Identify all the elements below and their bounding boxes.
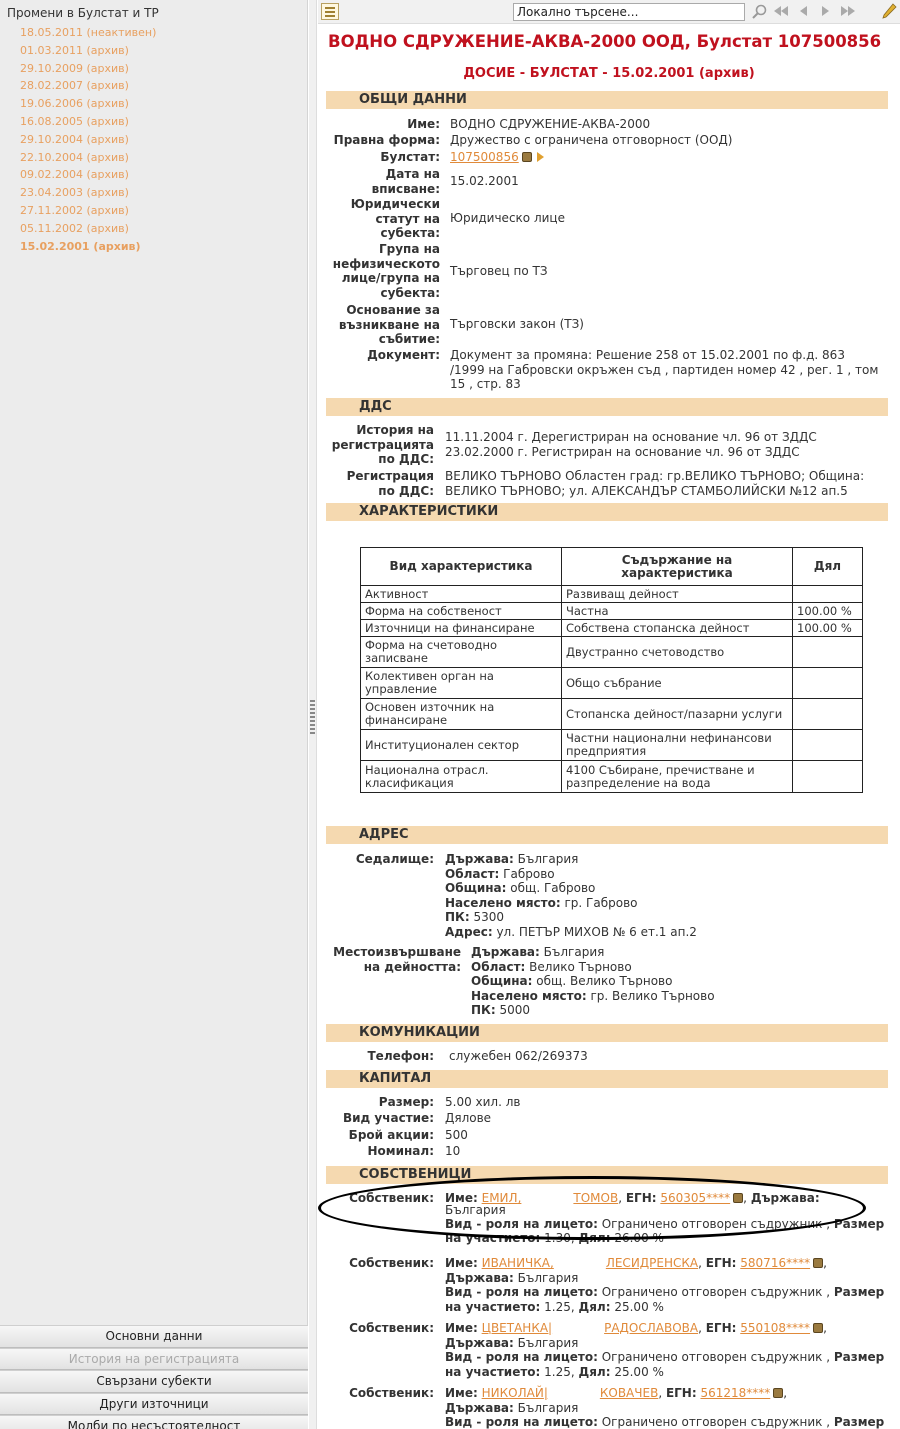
col-header-type: Вид характеристика [361, 548, 562, 586]
next-icon[interactable] [821, 5, 831, 17]
play-icon[interactable] [537, 152, 544, 162]
dossier-icon[interactable] [813, 1258, 823, 1268]
owner-label: Собственик: [349, 1321, 434, 1335]
date-link[interactable]: 18.05.2011 (неактивен) [20, 26, 157, 39]
activity-label: Местоизвършване на дейността: [333, 945, 461, 974]
vat-history-value: 11.11.2004 г. Дерегистриран на основание чл. 96 от ЗДДС 23.02.2000 г. Регистриран на основание чл. 96 от ЗДДС [445, 430, 817, 459]
owner-last-name-link[interactable]: ТОМОВ [573, 1191, 619, 1205]
legal-status-value: Юридическо лице [450, 211, 565, 225]
owner-entry: Име: НИКОЛАЙ| КОВАЧЕВ, ЕГН: 561218**** , Държава: България Вид - роля на лицето: Ограничено отговорен съдружник , Размер [445, 1386, 885, 1429]
capital-shares-label: Брой акции: [348, 1128, 434, 1142]
date-link[interactable]: 16.08.2005 (архив) [20, 114, 129, 128]
first-icon[interactable] [773, 5, 789, 17]
date-link[interactable]: 09.02.2004 (архив) [20, 168, 129, 182]
legal-form-label: Правна форма: [333, 133, 440, 147]
date-link[interactable]: 01.03.2011 (архив) [20, 43, 129, 57]
document-label: Документ: [367, 348, 440, 362]
dossier-icon[interactable] [773, 1388, 783, 1398]
page-title: ВОДНО СДРУЖЕНИЕ-АКВА-2000 ООД, Булстат 107500856 [328, 32, 882, 51]
search-icon[interactable] [751, 4, 769, 20]
table-row: Национална отрасл. класификация 4100 Събиране, пречистване и разпределение на вода [361, 761, 863, 793]
document-value: Документ за промяна: Решение 258 от 15.02.2001 по ф.д. 863 /1999 на Габровски окръжен съд , партиден номер 42 , рег. 1 , том 15 , стр. 83 [450, 348, 879, 391]
date-value: 15.02.2001 [450, 174, 519, 188]
main-data-button[interactable]: Основни данни [0, 1325, 308, 1348]
owner-entry: Име: ЕМИЛ, ТОМОВ, ЕГН: 560305**** , Държава: България Вид - роля на лицето: Ограничено отговорен съдружник , Размер на участието: 1.30, Дял: 26.00 % [445, 1191, 885, 1245]
characteristics-table [360, 547, 863, 793]
bulstat-link[interactable]: 107500856 [450, 150, 519, 164]
dossier-icon[interactable] [522, 152, 532, 162]
left-panel [0, 0, 308, 1429]
capital-size-value: 5.00 хил. лв [445, 1095, 521, 1109]
date-link[interactable]: 29.10.2009 (архив) [20, 61, 129, 75]
seat-label: Седалище: [355, 852, 434, 866]
phone-value: служебен 062/269373 [449, 1049, 588, 1063]
owner-label: Собственик: [349, 1386, 434, 1400]
date-link[interactable]: 28.02.2007 (архив) [20, 79, 129, 93]
activity-value: Държава: България Област: Велико Търново Община: общ. Велико Търново Населено място: гр. Велико Търново ПК: 5000 [471, 945, 715, 1017]
main-content [318, 24, 900, 1429]
table-row: Форма на собственост Частна 100.00 % [361, 603, 863, 620]
owner-first-name-link[interactable]: НИКОЛАЙ [481, 1386, 544, 1400]
changes-header: Промени в Булстат и ТР [7, 6, 159, 20]
owner-egn-link[interactable]: 560305**** [660, 1191, 731, 1205]
owner-first-name-link[interactable]: ИВАНИЧКА [481, 1256, 550, 1270]
date-label: Дата на вписване: [371, 167, 440, 196]
section-general: ОБЩИ ДАННИ [326, 91, 888, 109]
capital-type-value: Дялове [445, 1111, 492, 1125]
dates-list [20, 24, 156, 255]
basis-label: Основание за възникване на събитие: [338, 303, 440, 346]
section-address: АДРЕС [326, 826, 888, 844]
table-row: Източници на финансиране Собствена стопанска дейност 100.00 % [361, 620, 863, 637]
pencil-icon[interactable] [881, 3, 897, 21]
date-link[interactable]: 29.10.2004 (архив) [20, 132, 129, 146]
splitter-grip-icon[interactable] [310, 700, 315, 734]
related-subjects-button[interactable]: Свързани субекти [0, 1370, 308, 1393]
date-link[interactable]: 05.11.2002 (архив) [20, 221, 129, 235]
name-label: Име: [407, 117, 440, 131]
date-link-current[interactable]: 15.02.2001 (архив) [20, 239, 141, 253]
capital-nominal-label: Номинал: [367, 1144, 434, 1158]
dossier-icon[interactable] [733, 1193, 743, 1203]
capital-nominal-value: 10 [445, 1144, 461, 1158]
insolvency-button[interactable]: Молби по несъстоятелност [0, 1415, 308, 1429]
capital-shares-value: 500 [445, 1128, 468, 1142]
section-communications: КОМУНИКАЦИИ [326, 1024, 888, 1042]
last-icon[interactable] [840, 5, 856, 17]
owner-last-name-link[interactable]: ЛЕСИДРЕНСКА [605, 1256, 699, 1270]
legal-status-label: Юридически статут на субекта: [350, 197, 440, 240]
owner-first-name-link[interactable]: ЕМИЛ [481, 1191, 518, 1205]
owner-last-name-link[interactable]: РАДОСЛАВОВА [604, 1321, 699, 1335]
owner-first-name-link[interactable]: ЦВЕТАНКА [481, 1321, 549, 1335]
legal-form-value: Дружество с ограничена отговорност (ООД) [450, 133, 733, 147]
table-row: Форма на счетоводно записване Двустранно счетоводство [361, 637, 863, 668]
section-capital: КАПИТАЛ [326, 1070, 888, 1088]
capital-size-label: Размер: [378, 1095, 434, 1109]
prev-icon[interactable] [798, 5, 808, 17]
owner-label: Собственик: [349, 1191, 434, 1205]
date-link[interactable]: 27.11.2002 (архив) [20, 203, 129, 217]
other-sources-button[interactable]: Други източници [0, 1393, 308, 1416]
date-link[interactable]: 19.06.2006 (архив) [20, 97, 129, 111]
date-link[interactable]: 22.10.2004 (архив) [20, 150, 129, 164]
owner-entry: Име: ЦВЕТАНКА| РАДОСЛАВОВА, ЕГН: 550108**** , Държава: България Вид - роля на лицето: Ограничено отговорен съдружник , Размер на участието: 1.25, Дял: 25.00 % [445, 1321, 885, 1379]
table-row: Активност Развиващ дейност [361, 586, 863, 603]
search-input[interactable] [513, 3, 745, 21]
vat-history-label: История на регистрацията по ДДС: [331, 423, 434, 466]
phone-label: Телефон: [367, 1049, 434, 1063]
toolbar [318, 0, 900, 24]
name-value: ВОДНО СДРУЖЕНИЕ-АКВА-2000 [450, 117, 651, 131]
table-row: Институционален сектор Частни национални нефинансови предприятия [361, 730, 863, 761]
panel-splitter[interactable] [309, 0, 317, 1429]
date-link[interactable]: 23.04.2003 (архив) [20, 186, 129, 200]
group-value: Търговец по ТЗ [450, 264, 548, 278]
bulstat-row [450, 150, 544, 165]
section-owners: СОБСТВЕНИЦИ [326, 1166, 888, 1184]
menu-icon[interactable] [321, 3, 339, 20]
owner-label: Собственик: [349, 1256, 434, 1270]
vat-reg-label: Регистрация по ДДС: [346, 469, 434, 498]
registration-history-button[interactable]: История на регистрацията [0, 1348, 308, 1371]
col-header-content: Съдържание на характеристика [562, 548, 793, 586]
owner-last-name-link[interactable]: КОВАЧЕВ [599, 1386, 659, 1400]
table-row: Колективен орган на управление Общо събрание [361, 668, 863, 699]
page-subtitle: ДОСИЕ - БУЛСТАТ - 15.02.2001 (архив) [463, 66, 755, 81]
section-characteristics: ХАРАКТЕРИСТИКИ [326, 503, 888, 521]
col-header-share: Дял [793, 548, 863, 586]
group-label: Група на нефизическото лице/група на субекта: [332, 242, 440, 300]
owner-egn-link[interactable]: 550108**** [740, 1321, 811, 1335]
capital-type-label: Вид участие: [343, 1111, 434, 1125]
dossier-icon[interactable] [813, 1323, 823, 1333]
seat-value: Държава: България Област: Габрово Община: общ. Габрово Населено място: гр. Габрово ПК: 5300 Адрес: ул. ПЕТЪР МИХОВ № 6 ет.1 ап.2 [445, 852, 697, 939]
owner-egn-link[interactable]: 561218**** [700, 1386, 771, 1400]
owner-entry: Име: ИВАНИЧКА, ЛЕСИДРЕНСКА, ЕГН: 580716**** , Държава: България Вид - роля на лицето: Ограничено отговорен съдружник , Размер на участието: 1.25, Дял: 25.00 % [445, 1256, 885, 1314]
owner-egn-link[interactable]: 580716**** [740, 1256, 811, 1270]
bottom-nav [0, 1325, 308, 1429]
bulstat-label: Булстат: [380, 150, 440, 164]
vat-reg-value: ВЕЛИКО ТЪРНОВО Областен град: гр.ВЕЛИКО ТЪРНОВО; Община: ВЕЛИКО ТЪРНОВО; ул. АЛЕКСАНДЪР СТАМБОЛИЙСКИ №12 ап.5 [445, 469, 865, 498]
table-row: Основен източник на финансиране Стопанска дейност/пазарни услуги [361, 699, 863, 730]
basis-value: Търговски закон (ТЗ) [450, 317, 584, 331]
section-vat: ДДС [326, 398, 888, 416]
